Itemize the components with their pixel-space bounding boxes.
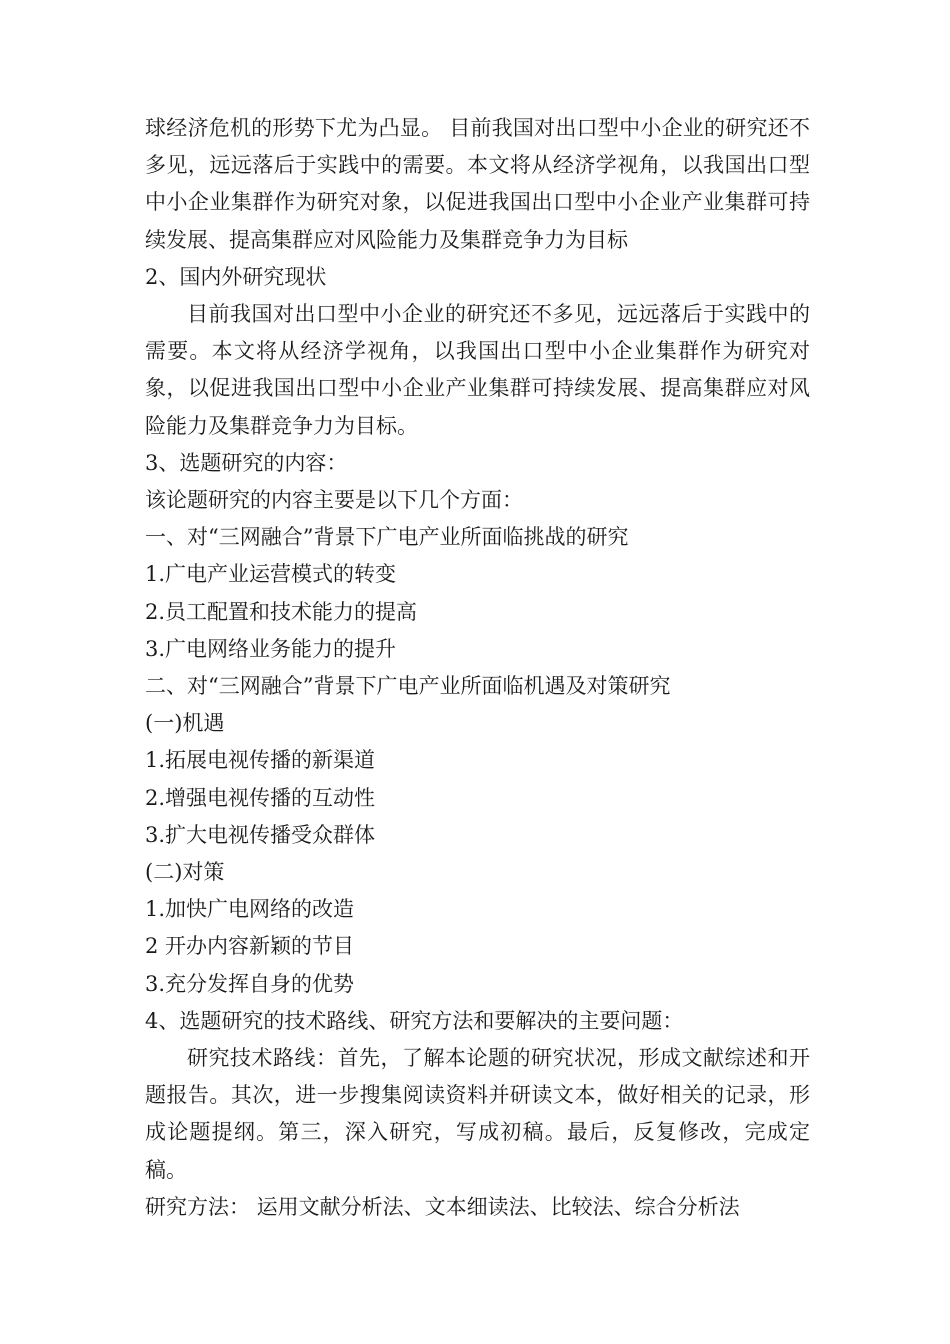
- list-item-challenge-3: 3.广电网络业务能力的提升: [145, 636, 397, 661]
- document-page: [145, 110, 810, 1226]
- subheading-opportunities-strategies: 二、对“三网融合”背景下广电产业所面临机遇及对策研究: [145, 674, 671, 699]
- list-item-opportunity-1: 1.拓展电视传播的新渠道: [145, 748, 376, 773]
- list-item-strategy-3: 3.充分发挥自身的优势: [145, 971, 355, 996]
- subheading-challenges: 一、对“三网融合”背景下广电产业所面临挑战的研究: [145, 525, 629, 550]
- section-heading-research-content: 3、选题研究的内容：: [145, 450, 348, 475]
- section-heading-research-status: 2、国内外研究现状: [145, 264, 327, 289]
- paragraph-research-methods: 研究方法： 运用文献分析法、文本细读法、比较法、综合分析法: [145, 1194, 740, 1219]
- paragraph-content-intro: 该论题研究的内容主要是以下几个方面：: [145, 488, 523, 513]
- list-item-opportunity-2: 2.增强电视传播的互动性: [145, 785, 376, 810]
- subheading-strategies: (二)对策: [145, 860, 225, 885]
- subheading-opportunities: (一)机遇: [145, 711, 225, 736]
- paragraph-technical-route: 研究技术路线：首先，了解本论题的研究状况，形成文献综述和开题报告。其次，进一步搜集阅读资料并研读文本，做好相关的记录，形成论题提纲。第三，深入研究，写成初稿。最后，反复修改，完成定稿。: [145, 1046, 810, 1182]
- section-heading-methods: 4、选题研究的技术路线、研究方法和要解决的主要问题：: [145, 1008, 684, 1033]
- paragraph-research-status: 目前我国对出口型中小企业的研究还不多见，远远落后于实践中的需要。本文将从经济学视角，以我国出口型中小企业集群作为研究对象，以促进我国出口型中小企业产业集群可持续发展、提高集群应对风险能力及集群竞争力为目标。: [145, 302, 810, 438]
- paragraph-intro-continued: 球经济危机的形势下尤为凸显。 目前我国对出口型中小企业的研究还不多见，远远落后于实践中的需要。本文将从经济学视角，以我国出口型中小企业集群作为研究对象，以促进我国出口型中小企业产业集群可持续发展、提高集群应对风险能力及集群竞争力为目标: [145, 116, 810, 252]
- list-item-strategy-2: 2 开办内容新颖的节目: [145, 934, 355, 959]
- list-item-challenge-1: 1.广电产业运营模式的转变: [145, 562, 397, 587]
- list-item-opportunity-3: 3.扩大电视传播受众群体: [145, 822, 376, 847]
- list-item-strategy-1: 1.加快广电网络的改造: [145, 897, 355, 922]
- list-item-challenge-2: 2.员工配置和技术能力的提高: [145, 599, 418, 624]
